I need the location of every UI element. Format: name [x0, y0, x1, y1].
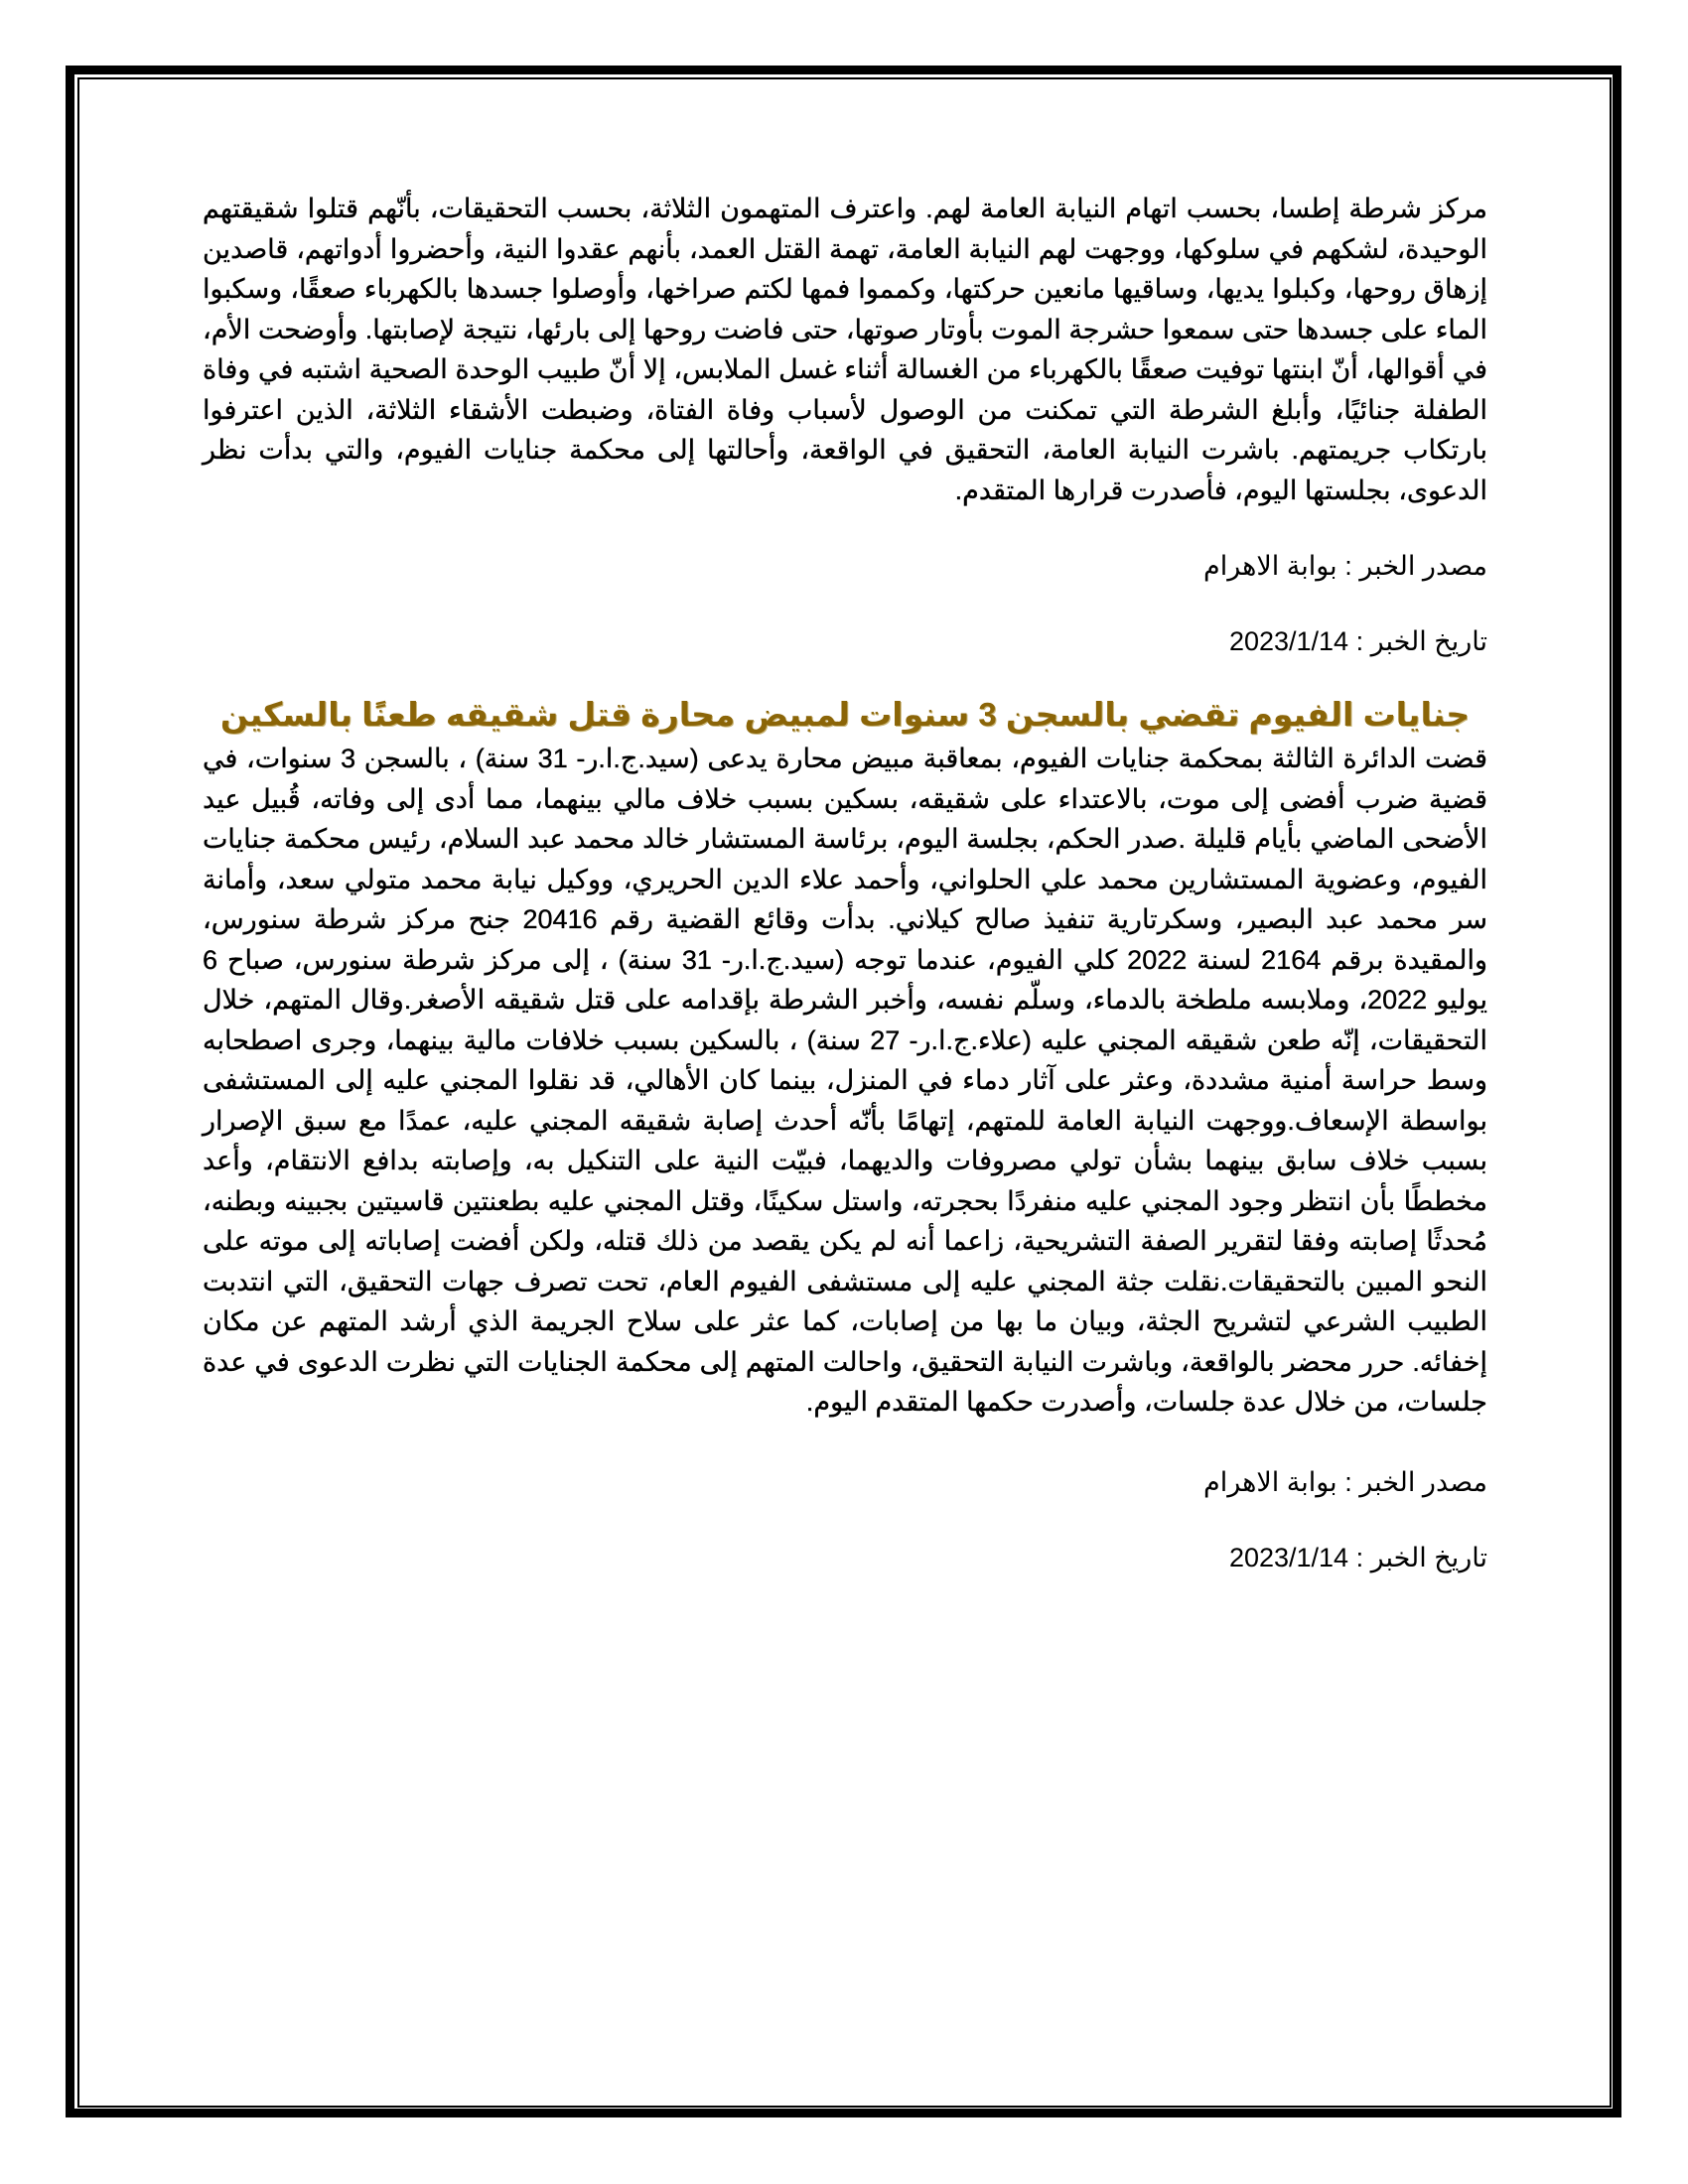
document-content — [203, 189, 1487, 1577]
article-1 — [203, 189, 1487, 661]
article-2-body: قضت الدائرة الثالثة بمحكمة جنايات الفيوم، بمعاقبة مبيض محارة يدعى (سيد.ج.ا.ر- 31 سنة) ، بالسجن 3 سنوات، في قضية ضرب أفضى إلى موت، بالاعتداء على شقيقه، بسكين بسبب خلاف مالي بينهما، مما أدى إلى وفاته، قُبيل عيد الأضحى الماضي بأيام قليلة .صدر الحكم، بجلسة اليوم، برئاسة المستشار خالد محمد عبد السلام، رئيس محكمة جنايات الفيوم، وعضوية المستشارين محمد علي الحلواني، وأحمد علاء الدين الحريري، ووكيل نيابة محمد متولي سعد، وأمانة سر محمد عبد البصير، وسكرتارية تنفيذ صالح كيلاني. بدأت وقائع القضية رقم 20416 جنح مركز شرطة سنورس، والمقيدة برقم 2164 لسنة 2022 كلي الفيوم، عندما توجه (سيد.ج.ا.ر- 31 سنة) ، إلى مركز شرطة سنورس، صباح 6 يوليو 2022، وملابسه ملطخة بالدماء، وسلّم نفسه، وأخبر الشرطة بإقدامه على قتل شقيقه الأصغر.وقال المتهم، خلال التحقيقات، إنّه طعن شقيقه المجني عليه (علاء.ج.ا.ر- 27 سنة) ، بالسكين بسبب خلافات مالية بينهما، وجرى اصطحابه وسط حراسة أمنية مشددة، وعثر على آثار دماء في المنزل، بينما كان الأهالي، قد نقلوا المجني عليه إلى المستشفى بواسطة الإسعاف.ووجهت النيابة العامة للمتهم، إتهامًا بأنّه أحدث إصابة شقيقه المجني عليه، عمدًا مع سبق الإصرار بسبب خلاف سابق بينهما بشأن تولي مصروفات والديهما، فبيّت النية على التنكيل به، وإصابته بدافع الانتقام، وأعد مخططًا بأن انتظر وجود المجني عليه منفردًا بحجرته، واستل سكينًا، وقتل المجني عليه بطعنتين قاسيتين بجبينه وبطنه، مُحدثًا إصابته وفقا لتقرير الصفة التشريحية، زاعما أنه لم يكن يقصد من ذلك قتله، ولكن أفضت إصاباته إلى موته على النحو المبين بالتحقيقات.نقلت جثة المجني عليه إلى مستشفى الفيوم العام، تحت تصرف جهات التحقيق، التي انتدبت الطبيب الشرعي لتشريح الجثة، وبيان ما بها من إصابات، كما عثر على سلاح الجريمة الذي أرشد المتهم عن مكان إخفائه. حرر محضر بالواقعة، وباشرت النيابة التحقيق، واحالت المتهم إلى محكمة الجنايات التي نظرت الدعوى في عدة جلسات، من خلال عدة جلسات، وأصدرت حكمها المتقدم اليوم. — [203, 744, 1487, 1417]
article-1-date: تاريخ الخبر : 2023/1/14 — [1228, 626, 1487, 656]
article-2-headline: جنايات الفيوم تقضي بالسجن 3 سنوات لمبيض محارة قتل شقيقه طعنًا بالسكين — [219, 696, 1471, 733]
article-2-source: مصدر الخبر : بوابة الاهرام — [1202, 1466, 1487, 1497]
article-2 — [203, 693, 1487, 1577]
article-2-date: تاريخ الخبر : 2023/1/14 — [1228, 1542, 1487, 1572]
article-1-body: مركز شرطة إطسا، بحسب اتهام النيابة العامة لهم. واعترف المتهمون الثلاثة، بحسب التحقيقات، بأنّهم قتلوا شقيقتهم الوحيدة، لشكهم في سلوكها، ووجهت لهم النيابة العامة، تهمة القتل العمد، بأنهم عقدوا النية، وأحضروا أدواتهم، قاصدين إزهاق روحها، وكبلوا يديها، وساقيها مانعين حركتها، وكمموا فمها لكتم صراخها، وأوصلوا جسدها بالكهرباء صعقًا، وسكبوا الماء على جسدها حتى سمعوا حشرجة الموت بأوتار صوتها، حتى فاضت روحها إلى بارئها، نتيجة لإصابتها. وأوضحت الأم، في أقوالها، أنّ ابنتها توفيت صعقًا بالكهرباء من الغسالة أثناء غسل الملابس، إلا أنّ طبيب الوحدة الصحية اشتبه في وفاة الطفلة جنائيًا، وأبلغ الشرطة التي تمكنت من الوصول لأسباب وفاة الفتاة، وضبطت الأشقاء الثلاثة، الذين اعترفوا بارتكاب جريمتهم. باشرت النيابة العامة، التحقيق في الواقعة، وأحالتها إلى محكمة جنايات الفيوم، والتي بدأت نظر الدعوى، بجلستها اليوم، فأصدرت قرارها المتقدم. — [203, 194, 1487, 505]
article-1-source: مصدر الخبر : بوابة الاهرام — [1202, 551, 1487, 581]
